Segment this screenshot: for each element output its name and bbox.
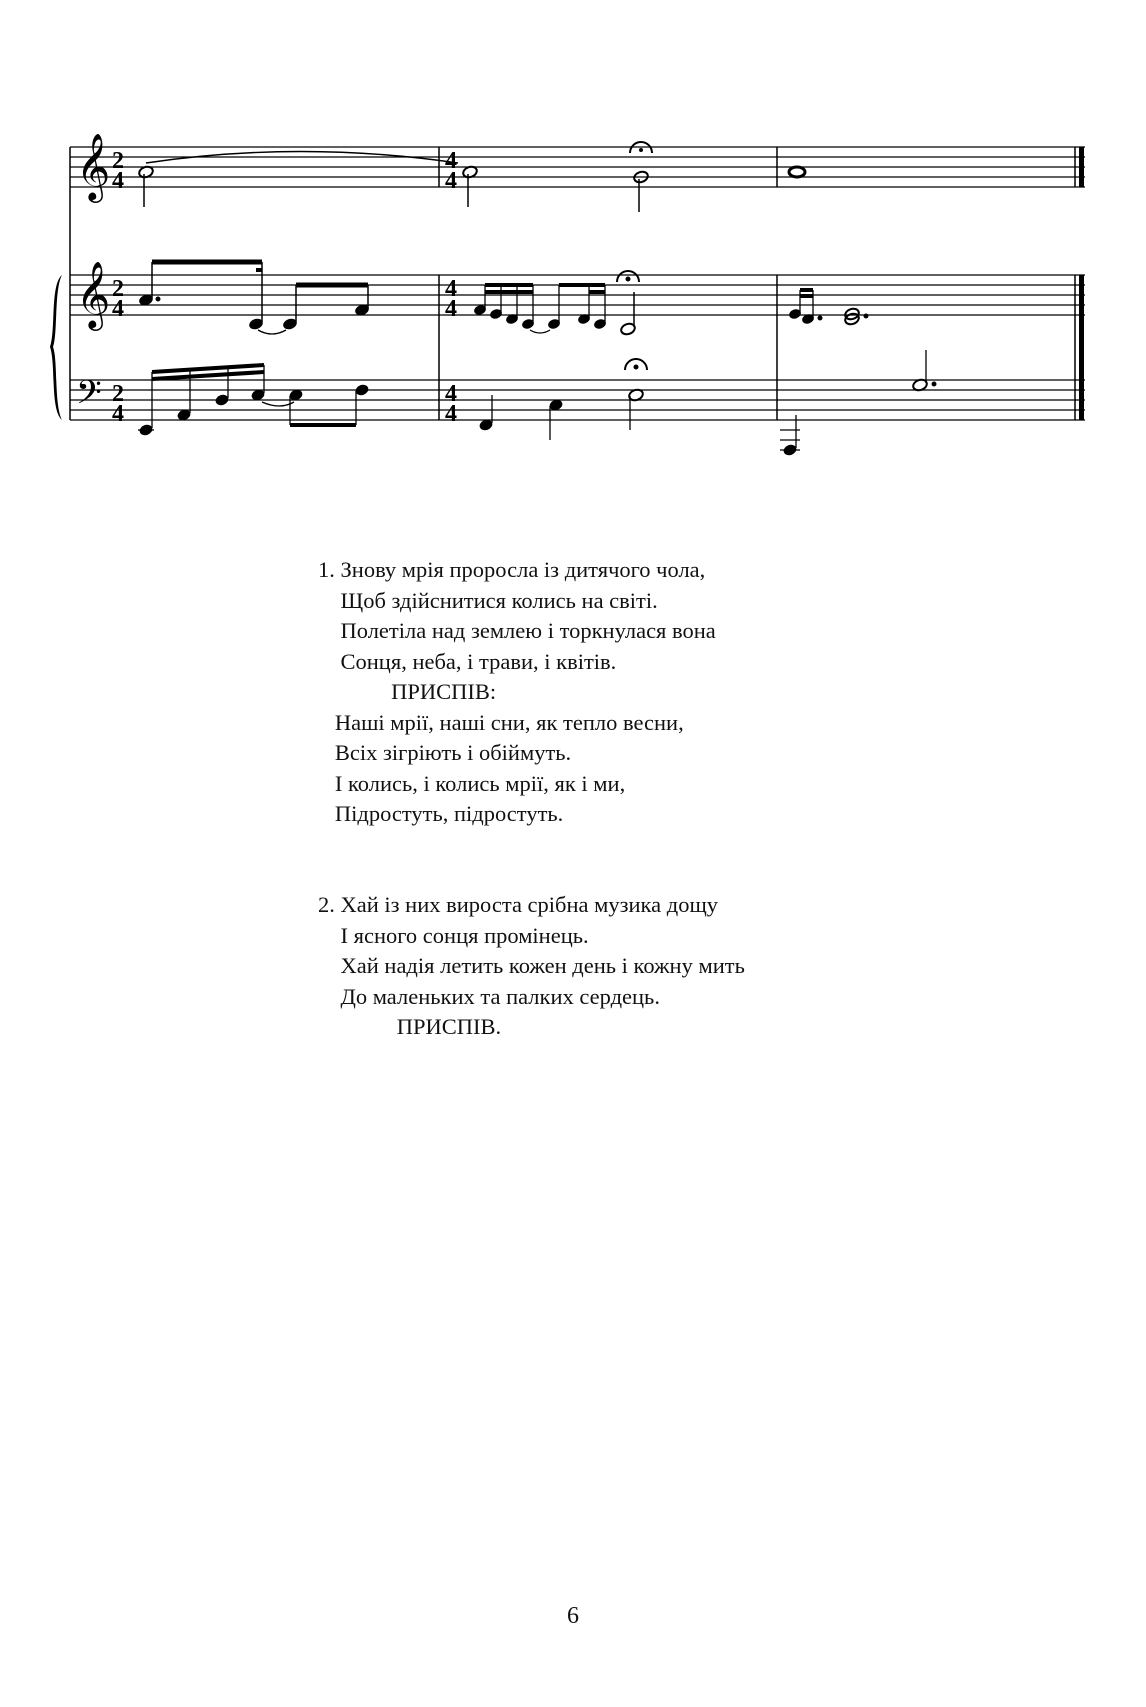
lyric-line: До маленьких та палких сердець. [318,983,660,1009]
time-sig-bottom: 4 [445,168,457,194]
piano-right-notes [138,262,369,334]
treble-clef-icon: 𝄞 [76,260,111,328]
lyric-line: Полетіла над землею і торкнулася вона [318,618,716,643]
time-sig-top: 4 [445,276,457,302]
final-barlines [1079,147,1084,420]
page-number: 6 [567,1603,579,1629]
time-sig-top: 2 [112,381,124,407]
verse-1 [318,555,716,830]
lyric-line: Хай надія летить кожен день і кожну мить [318,953,745,978]
time-sig-top: 2 [112,276,124,302]
time-sig-bottom: 4 [445,296,457,322]
lyric-line: Всіх зігріють і обіймуть. [318,740,572,765]
verse-2 [318,890,745,1043]
lyric-line: 2. Хай із них вироста срібна музика дощу [318,892,719,917]
treble-clef-icon: 𝄞 [76,132,111,200]
lyric-line: І ясного сонця промінець. [318,922,589,948]
piano-brace [50,275,62,420]
time-sig-bottom: 4 [112,296,124,322]
music-score [0,0,1146,470]
chorus-heading: ПРИСПІВ: [318,679,497,704]
time-sig-top: 2 [112,148,124,174]
time-sig-top: 4 [445,381,457,407]
time-sig-top: 4 [445,148,457,174]
time-sig-bottom: 4 [112,168,124,194]
bass-clef-icon: 𝄢 [76,374,102,420]
lyric-line: 1. Знову мрія проросла із дитячого чола, [318,557,706,582]
lyric-line: Підростуть, підростуть. [318,801,564,826]
chorus-heading: ПРИСПІВ. [318,1014,502,1039]
piano-left-notes [138,350,936,456]
lyric-line: Щоб здійснитися колись на світі. [318,587,658,613]
time-sig-bottom: 4 [445,401,457,427]
lyric-line: Наші мрії, наші сни, як тепло весни, [318,709,684,735]
lyric-line: І колись, і колись мрії, як і ми, [318,770,626,796]
lyric-line: Сонця, неба, і трави, і квітів. [318,648,617,674]
time-sig-bottom: 4 [112,401,124,427]
